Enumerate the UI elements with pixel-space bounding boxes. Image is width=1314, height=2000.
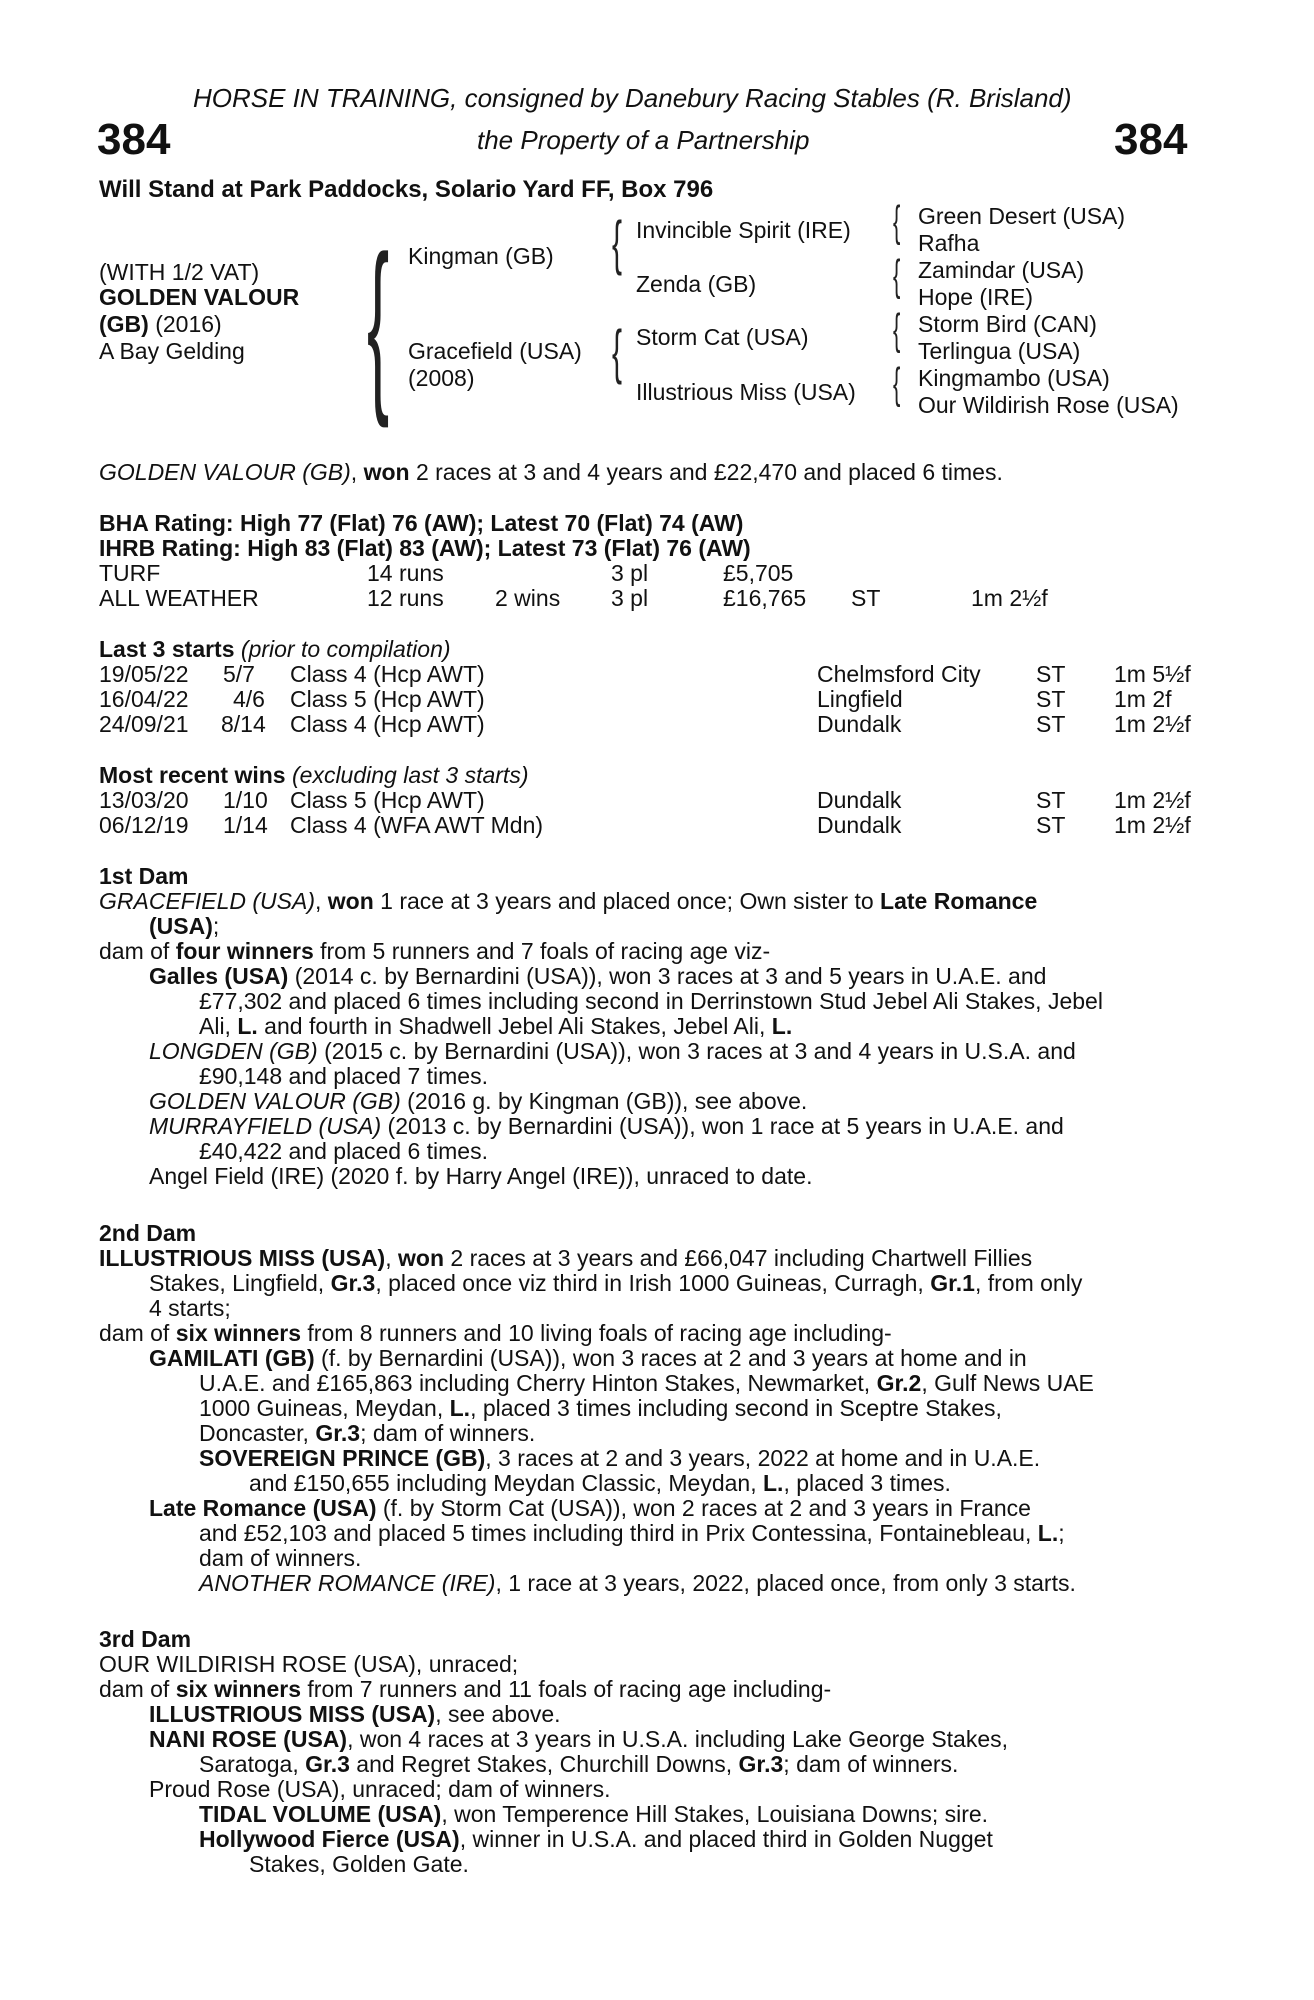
progeny-sovereign-prince-cont: [99, 1471, 1199, 1496]
surface-name: TURF: [99, 560, 161, 586]
summary-won: won: [363, 459, 410, 485]
win-position: 1/10: [223, 787, 268, 813]
progeny-longden-cont: [99, 1064, 1199, 1089]
winners-count: six winners: [175, 1320, 301, 1346]
text: ;: [1058, 1520, 1065, 1546]
win-class: Class 4 (WFA AWT Mdn): [290, 812, 544, 838]
last-starts-title: Last 3 starts: [99, 636, 235, 662]
surface-going: ST: [851, 585, 881, 611]
pedigree-dd-sire: Kingmambo (USA): [918, 365, 1110, 391]
text: ; dam of winners.: [783, 1751, 959, 1777]
pedigree-ds-dam: Terlingua (USA): [918, 338, 1081, 364]
second-dam-title: 2nd Dam: [99, 1220, 197, 1246]
vat-note: (WITH 1/2 VAT): [99, 259, 260, 285]
winners-count: four winners: [175, 938, 314, 964]
progeny-galles-cont: [99, 989, 1199, 1014]
table-row: [99, 687, 1199, 712]
grade: L.: [763, 1470, 784, 1496]
start-distance: 1m 2f: [1114, 686, 1172, 712]
start-course: Dundalk: [817, 711, 902, 737]
table-row: [99, 813, 1199, 838]
progeny-longden: [99, 1039, 1199, 1064]
text: (f. by Storm Cat (USA)), won 2 races at 2 and 3 years in France: [376, 1495, 1031, 1521]
win-distance: 1m 2½f: [1114, 812, 1191, 838]
first-dam-line: [99, 914, 1199, 939]
progeny-gamilati-cont: [99, 1421, 1199, 1446]
surface-earnings: £5,705: [723, 560, 794, 586]
recent-wins-heading: [99, 763, 528, 788]
text: Stakes, Golden Gate.: [249, 1851, 469, 1877]
pedigree-dd-dam: Our Wildirish Rose (USA): [918, 392, 1179, 418]
start-course: Lingfield: [817, 686, 903, 712]
progeny-name: ANOTHER ROMANCE (IRE): [199, 1570, 496, 1596]
summary-text: 2 races at 3 and 4 years and £22,470 and placed 6 times.: [409, 459, 1003, 485]
stand-location: Will Stand at Park Paddocks, Solario Yard FF, Box 796: [99, 176, 714, 203]
horse-foal-year: (2016): [148, 311, 222, 337]
second-dam-section: [99, 1221, 1199, 1596]
pedigree-dam-year: (2008): [408, 365, 475, 391]
surface-name: ALL WEATHER: [99, 585, 259, 611]
grade: L.: [449, 1395, 471, 1421]
text: from 8 runners and 10 living foals of racing age including-: [301, 1320, 892, 1346]
win-class: Class 5 (Hcp AWT): [290, 787, 485, 813]
grade: L.: [237, 1013, 258, 1039]
grade: Gr.3: [330, 1270, 376, 1296]
progeny-name: GAMILATI (GB): [149, 1345, 315, 1371]
win-course: Dundalk: [817, 812, 902, 838]
grade: L.: [771, 1013, 793, 1039]
text: (2016 g. by Kingman (GB)), see above.: [400, 1088, 808, 1114]
surface-placed: 3 pl: [611, 560, 649, 586]
text: (f. by Bernardini (USA)), won 3 races at 2 and 3 years at home and in: [314, 1345, 1027, 1371]
horse-name: GOLDEN VALOUR: [99, 284, 300, 310]
text: Angel Field (IRE) (2020 f. by Harry Angel (IRE)), unraced to date.: [149, 1163, 813, 1189]
lot-number-left: 384: [97, 115, 171, 164]
start-position: 4/6: [233, 686, 265, 712]
text: Proud Rose (USA), unraced; dam of winners.: [149, 1776, 611, 1802]
third-dam-line: [99, 1652, 1199, 1677]
text: U.A.E. and £165,863 including Cherry Hinton Stakes, Newmarket,: [199, 1370, 877, 1396]
progeny-nani-rose: [99, 1727, 1199, 1752]
start-class: Class 4 (Hcp AWT): [290, 661, 485, 687]
last-starts-table: [99, 662, 1199, 737]
progeny-name: GOLDEN VALOUR (GB): [149, 1088, 401, 1114]
pedigree-sire-sire: Invincible Spirit (IRE): [636, 217, 851, 243]
surface-wins: 2 wins: [495, 585, 561, 611]
dam-name: OUR WILDIRISH ROSE (USA), unraced;: [99, 1651, 519, 1677]
pedigree-ds-sire: Storm Bird (CAN): [918, 311, 1097, 337]
pedigree-brace-1: {: [367, 217, 390, 429]
second-dam-line: [99, 1271, 1199, 1296]
text: ; dam of winners.: [360, 1420, 536, 1446]
text: £40,422 and placed 6 times.: [199, 1138, 488, 1164]
pedigree-sd-dam: Hope (IRE): [918, 284, 1034, 310]
pedigree-brace-sd: {: [893, 251, 901, 300]
surface-runs: 14 runs: [367, 560, 444, 586]
progeny-late-romance-cont: [99, 1521, 1199, 1546]
text: dam of: [99, 1676, 176, 1702]
first-dam-line: [99, 939, 1199, 964]
surface-record-table: [99, 561, 1199, 611]
text: ,: [385, 1245, 399, 1271]
horse-description: A Bay Gelding: [99, 338, 245, 364]
text: , won 4 races at 3 years in U.S.A. including Lake George Stakes,: [347, 1726, 1009, 1752]
pedigree-brace-ds: {: [893, 305, 901, 354]
start-class: Class 5 (Hcp AWT): [290, 686, 485, 712]
pedigree-sd-sire: Zamindar (USA): [918, 257, 1085, 283]
win-position: 1/14: [223, 812, 268, 838]
win-date: 13/03/20: [99, 787, 189, 813]
start-class: Class 4 (Hcp AWT): [290, 711, 485, 737]
text: (2014 c. by Bernardini (USA)), won 3 races at 3 and 5 years in U.A.E. and: [288, 963, 1047, 989]
start-position: 8/14: [221, 711, 266, 737]
win-going: ST: [1036, 812, 1066, 838]
last-starts-note: (prior to compilation): [234, 636, 451, 662]
progeny-golden-valour: [99, 1089, 1199, 1114]
winners-count: six winners: [175, 1676, 301, 1702]
ihrb-rating: IHRB Rating: High 83 (Flat) 83 (AW); Latest 73 (Flat) 76 (AW): [99, 535, 751, 561]
surface-distance: 1m 2½f: [971, 585, 1048, 611]
last-starts-heading: [99, 637, 451, 662]
start-distance: 1m 5½f: [1114, 661, 1191, 687]
text: (2013 c. by Bernardini (USA)), won 1 race at 5 years in U.A.E. and: [381, 1113, 1064, 1139]
progeny-angel-field: [99, 1164, 1199, 1189]
text: and £150,655 including Meydan Classic, Meydan,: [249, 1470, 763, 1496]
text: £90,148 and placed 7 times.: [199, 1063, 488, 1089]
surface-earnings: £16,765: [723, 585, 807, 611]
start-position: 5/7: [223, 661, 255, 687]
text: , winner in U.S.A. and placed third in Golden Nugget: [459, 1826, 993, 1852]
text: 1 race at 3 years and placed once; Own sister to: [373, 888, 881, 914]
third-dam-title: 3rd Dam: [99, 1626, 192, 1652]
lot-number-right: 384: [1114, 115, 1188, 164]
second-dam-line: [99, 1246, 1199, 1271]
bha-rating: BHA Rating: High 77 (Flat) 76 (AW); Latest 70 (Flat) 74 (AW): [99, 510, 744, 536]
text: 2 races at 3 years and £66,047 including Chartwell Fillies: [444, 1245, 1033, 1271]
won-text: won: [327, 888, 374, 914]
start-going: ST: [1036, 711, 1066, 737]
surface-placed: 3 pl: [611, 585, 649, 611]
win-distance: 1m 2½f: [1114, 787, 1191, 813]
recent-wins-note: (excluding last 3 starts): [285, 762, 529, 788]
text: dam of winners.: [199, 1545, 362, 1571]
progeny-name: SOVEREIGN PRINCE (GB): [199, 1445, 486, 1471]
pedigree-sire-dam: Zenda (GB): [636, 271, 757, 297]
grade: Gr.1: [930, 1270, 975, 1296]
property-line: the Property of a Partnership: [477, 125, 810, 155]
first-dam-title: 1st Dam: [99, 863, 189, 889]
progeny-illustrious-miss: [99, 1702, 1199, 1727]
pedigree-dam: Gracefield (USA): [408, 338, 582, 364]
sibling-origin: (USA): [149, 913, 213, 939]
progeny-nani-rose-cont: [99, 1752, 1199, 1777]
text: , placed 3 times including second in Sceptre Stakes,: [470, 1395, 1002, 1421]
surface-runs: 12 runs: [367, 585, 444, 611]
progeny-name: MURRAYFIELD (USA): [149, 1113, 382, 1139]
win-date: 06/12/19: [99, 812, 189, 838]
start-date: 19/05/22: [99, 661, 189, 687]
progeny-hollywood-fierce-cont: [99, 1852, 1199, 1877]
pedigree-sire: Kingman (GB): [408, 243, 554, 269]
second-dam-line: [99, 1296, 1199, 1321]
start-distance: 1m 2½f: [1114, 711, 1191, 737]
text: Ali,: [199, 1013, 238, 1039]
text: £77,302 and placed 6 times including second in Derrinstown Stud Jebel Ali Stakes, Jebel: [199, 988, 1103, 1014]
text: and £52,103 and placed 5 times including third in Prix Contessina, Fontainebleau,: [199, 1520, 1038, 1546]
text: Stakes, Lingfield,: [149, 1270, 331, 1296]
pedigree-brace-dam: {: [612, 318, 623, 385]
progeny-another-romance: [99, 1571, 1199, 1596]
progeny-murrayfield-cont: [99, 1139, 1199, 1164]
progeny-tidal-volume: [99, 1802, 1199, 1827]
text: 1000 Guineas, Meydan,: [199, 1395, 450, 1421]
grade: Gr.3: [315, 1420, 361, 1446]
text: dam of: [99, 938, 176, 964]
pedigree-brace-ss: {: [893, 197, 901, 246]
dam-name: ILLUSTRIOUS MISS (USA): [99, 1245, 386, 1271]
progeny-gamilati-cont: [99, 1396, 1199, 1421]
won-text: won: [398, 1245, 445, 1271]
pedigree-brace-dd: {: [893, 359, 901, 408]
first-dam-line: [99, 889, 1199, 914]
dam-name: GRACEFIELD (USA): [99, 888, 315, 914]
text: 4 starts;: [149, 1295, 231, 1321]
table-row: [99, 712, 1199, 737]
progeny-late-romance-cont: [99, 1546, 1199, 1571]
grade: Gr.2: [876, 1370, 922, 1396]
text: Saratoga,: [199, 1751, 306, 1777]
text: , won Temperence Hill Stakes, Louisiana Downs; sire.: [441, 1801, 989, 1827]
table-row: [99, 788, 1199, 813]
pedigree-dam-sire: Storm Cat (USA): [636, 324, 809, 350]
text: , placed 3 times.: [783, 1470, 951, 1496]
progeny-name: Galles (USA): [149, 963, 289, 989]
pedigree-dam-dam: Illustrious Miss (USA): [636, 379, 856, 405]
text: , Gulf News UAE: [921, 1370, 1094, 1396]
table-row: [99, 561, 1199, 586]
grade: L.: [1037, 1520, 1059, 1546]
third-dam-section: [99, 1627, 1199, 1877]
second-dam-line: [99, 1321, 1199, 1346]
summary-name: GOLDEN VALOUR (GB): [99, 459, 351, 485]
start-course: Chelmsford City: [817, 661, 981, 687]
text: , placed once viz third in Irish 1000 Guineas, Curragh,: [375, 1270, 931, 1296]
table-row: [99, 662, 1199, 687]
start-date: 16/04/22: [99, 686, 189, 712]
progeny-galles-cont: [99, 1014, 1199, 1039]
progeny-name: LONGDEN (GB): [149, 1038, 318, 1064]
horse-country: (GB): [99, 311, 149, 337]
progeny-sovereign-prince: [99, 1446, 1199, 1471]
text: Doncaster,: [199, 1420, 316, 1446]
text: from 5 runners and 7 foals of racing age viz-: [313, 938, 771, 964]
start-date: 24/09/21: [99, 711, 189, 737]
text: dam of: [99, 1320, 176, 1346]
pedigree-ss-sire: Green Desert (USA): [918, 203, 1126, 229]
progeny-galles: [99, 964, 1199, 989]
text: ;: [212, 913, 220, 939]
win-going: ST: [1036, 787, 1066, 813]
grade: Gr.3: [305, 1751, 350, 1777]
text: and fourth in Shadwell Jebel Ali Stakes, Jebel Ali,: [257, 1013, 772, 1039]
text: , 3 races at 2 and 3 years, 2022 at home and in U.A.E.: [485, 1445, 1041, 1471]
progeny-name: NANI ROSE (USA): [149, 1726, 348, 1752]
consignor-line: HORSE IN TRAINING, consigned by Danebury Racing Stables (R. Brisland): [193, 83, 1072, 113]
text: from 7 runners and 11 foals of racing age including-: [301, 1676, 832, 1702]
progeny-name: ILLUSTRIOUS MISS (USA): [149, 1701, 436, 1727]
progeny-name: TIDAL VOLUME (USA): [199, 1801, 442, 1827]
progeny-gamilati-cont: [99, 1371, 1199, 1396]
first-dam-section: [99, 864, 1199, 1189]
progeny-proud-rose: [99, 1777, 1199, 1802]
recent-wins-table: [99, 788, 1199, 838]
progeny-name: Hollywood Fierce (USA): [199, 1826, 460, 1852]
third-dam-line: [99, 1677, 1199, 1702]
progeny-late-romance: [99, 1496, 1199, 1521]
pedigree-brace-sire: {: [612, 209, 623, 276]
text: (2015 c. by Bernardini (USA)), won 3 races at 3 and 4 years in U.S.A. and: [317, 1038, 1076, 1064]
text: , from only: [974, 1270, 1083, 1296]
text: , see above.: [435, 1701, 561, 1727]
horse-origin-year: [99, 312, 222, 337]
progeny-hollywood-fierce: [99, 1827, 1199, 1852]
grade: Gr.3: [738, 1751, 784, 1777]
recent-wins-title: Most recent wins: [99, 762, 286, 788]
text: ,: [314, 888, 328, 914]
start-going: ST: [1036, 686, 1066, 712]
progeny-name: Late Romance (USA): [149, 1495, 377, 1521]
text: , 1 race at 3 years, 2022, placed once, from only 3 starts.: [495, 1570, 1076, 1596]
table-row: [99, 586, 1199, 611]
pedigree-ss-dam: Rafha: [918, 230, 980, 256]
progeny-murrayfield: [99, 1114, 1199, 1139]
race-summary: GOLDEN VALOUR (GB), won 2 races at 3 and 4 years and £22,470 and placed 6 times.: [99, 459, 1003, 485]
start-going: ST: [1036, 661, 1066, 687]
text: and Regret Stakes, Churchill Downs,: [349, 1751, 739, 1777]
sibling-name: Late Romance: [880, 888, 1038, 914]
win-course: Dundalk: [817, 787, 902, 813]
progeny-gamilati: [99, 1346, 1199, 1371]
